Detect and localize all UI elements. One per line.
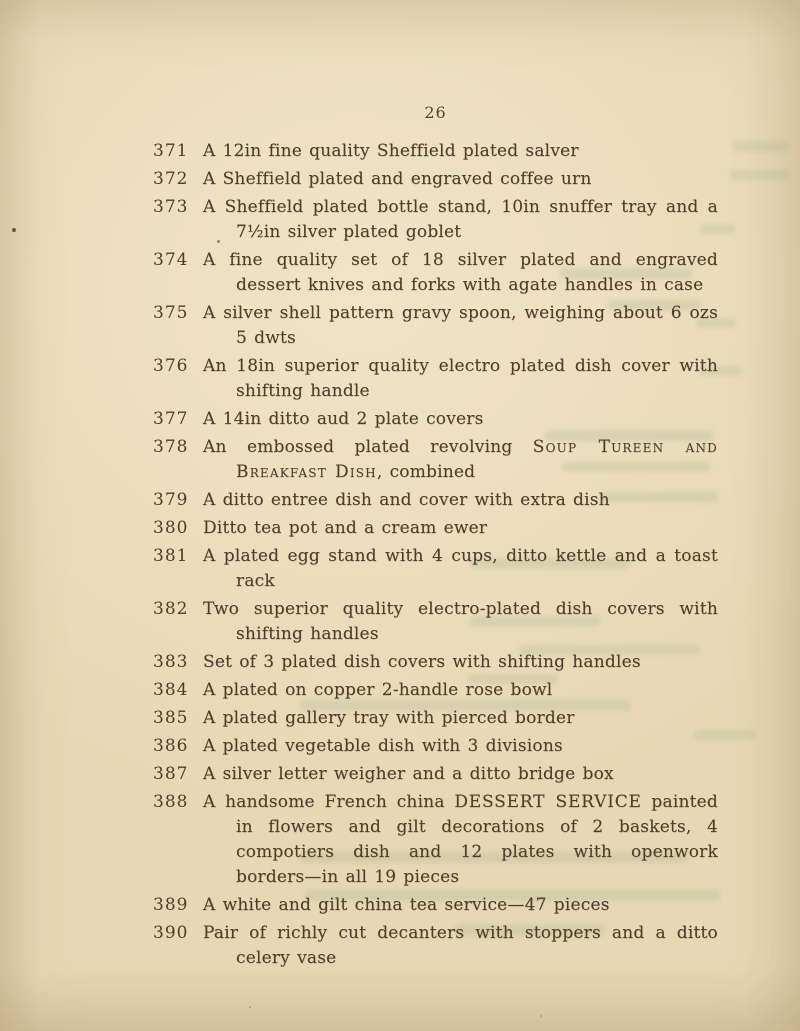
lot-entry — [153, 248, 718, 298]
lot-entry — [153, 921, 718, 971]
lot-description-segment: A plated on copper 2-handle rose bowl — [203, 680, 553, 700]
lot-description — [203, 678, 718, 703]
lot-description — [203, 734, 718, 759]
lot-number: 385 — [153, 708, 189, 728]
lot-number: 388 — [153, 792, 189, 812]
lot-description — [203, 435, 718, 485]
lot-description — [203, 248, 718, 298]
lot-description-segment: A silver letter weigher and a ditto bridge box — [203, 764, 614, 784]
lot-description — [203, 167, 718, 192]
showthrough-artifact — [730, 170, 790, 180]
lot-number: 384 — [153, 680, 189, 700]
lot-description-segment: painted in flowers and gilt decorations of 2 baskets, 4 compotiers dish and 12 plates with openwork borders—in all 19 pieces — [236, 792, 718, 887]
lot-description-segment: A 12in fine quality Sheffield plated salver — [203, 141, 579, 161]
lot-description — [203, 597, 718, 647]
lot-description — [203, 516, 718, 541]
lot-description-segment: An 18in superior quality electro plated dish cover with shifting handle — [203, 356, 718, 401]
lot-description — [203, 790, 718, 890]
paper-speck — [12, 228, 16, 232]
lot-entry — [153, 597, 718, 647]
lot-entry — [153, 407, 718, 432]
lot-description-segment: Pair of richly cut decanters with stoppers and a ditto celery vase — [203, 923, 718, 968]
lot-description — [203, 407, 718, 432]
lot-number: 378 — [153, 437, 189, 457]
lot-number: 387 — [153, 764, 189, 784]
lot-number: 379 — [153, 490, 189, 510]
lot-description-segment: A plated vegetable dish with 3 divisions — [203, 736, 563, 756]
lot-description — [203, 706, 718, 731]
lot-number: 381 — [153, 546, 189, 566]
lot-description — [203, 921, 718, 971]
lot-number: 374 — [153, 250, 189, 270]
lot-number: 371 — [153, 141, 189, 161]
lot-entry — [153, 139, 718, 164]
lot-number: 376 — [153, 356, 189, 376]
lot-entry — [153, 195, 718, 245]
lot-description-segment: A white and gilt china tea service—47 pieces — [203, 895, 610, 915]
showthrough-artifact — [733, 141, 789, 152]
lot-entry — [153, 167, 718, 192]
lot-entry — [153, 790, 718, 890]
lot-description-segment: Ditto tea pot and a cream ewer — [203, 518, 488, 538]
lot-description — [203, 893, 718, 918]
lot-description — [203, 301, 718, 351]
lot-entry — [153, 893, 718, 918]
lot-description-segment: Two superior quality electro-plated dish covers with shifting handles — [203, 599, 718, 644]
lot-number: 383 — [153, 652, 189, 672]
lot-description-segment: Soup Tureen and Breakfast Dish — [236, 437, 718, 482]
lot-number: 375 — [153, 303, 189, 323]
lot-description-segment: A 14in ditto aud 2 plate covers — [203, 409, 484, 429]
lot-description-segment: Set of 3 plated dish covers with shifting handles — [203, 652, 641, 672]
page-number: 26 — [424, 103, 447, 122]
lot-number: 372 — [153, 169, 189, 189]
lot-number: 380 — [153, 518, 189, 538]
lot-description-segment: A handsome French china — [203, 792, 455, 812]
lot-entry — [153, 354, 718, 404]
lot-entry — [153, 762, 718, 787]
lot-number: 373 — [153, 197, 189, 217]
lot-entry — [153, 301, 718, 351]
lot-description — [203, 354, 718, 404]
lot-entry — [153, 516, 718, 541]
lot-description-segment: An embossed plated revolving — [203, 437, 533, 457]
lot-description — [203, 544, 718, 594]
lot-entry — [153, 678, 718, 703]
lot-description — [203, 762, 718, 787]
lot-description-segment: A silver shell pattern gravy spoon, weighing about 6 ozs 5 dwts — [203, 303, 718, 348]
lot-entry — [153, 544, 718, 594]
lot-description-segment: A Sheffield plated and engraved coffee urn — [203, 169, 592, 189]
lot-entry — [153, 488, 718, 513]
lot-number: 382 — [153, 599, 189, 619]
lot-description — [203, 139, 718, 164]
lot-entry — [153, 650, 718, 675]
lot-description-segment: A fine quality set of 18 silver plated and engraved dessert knives and forks with agate handles in case — [203, 250, 718, 295]
paper-speck — [540, 1015, 542, 1017]
paper-speck — [249, 1006, 251, 1008]
lot-description — [203, 195, 718, 245]
lot-description-segment: A plated egg stand with 4 cups, ditto kettle and a toast rack — [203, 546, 718, 591]
lot-description-segment: A Sheffield plated bottle stand, 10in snuffer tray and a 7½in silver plated goblet — [203, 197, 718, 242]
lot-number: 377 — [153, 409, 189, 429]
lot-number: 389 — [153, 895, 189, 915]
lot-description — [203, 488, 718, 513]
lot-description — [203, 650, 718, 675]
lot-number: 386 — [153, 736, 189, 756]
lot-entry — [153, 734, 718, 759]
lot-description-segment: , combined — [376, 462, 476, 482]
lot-entries-list — [153, 139, 718, 974]
lot-description-segment: DESSERT SERVICE — [454, 792, 642, 812]
lot-number: 390 — [153, 923, 189, 943]
lot-description-segment: A plated gallery tray with pierced border — [203, 708, 575, 728]
lot-entry — [153, 435, 718, 485]
lot-entry — [153, 706, 718, 731]
lot-description-segment: A ditto entree dish and cover with extra dish — [203, 490, 610, 510]
